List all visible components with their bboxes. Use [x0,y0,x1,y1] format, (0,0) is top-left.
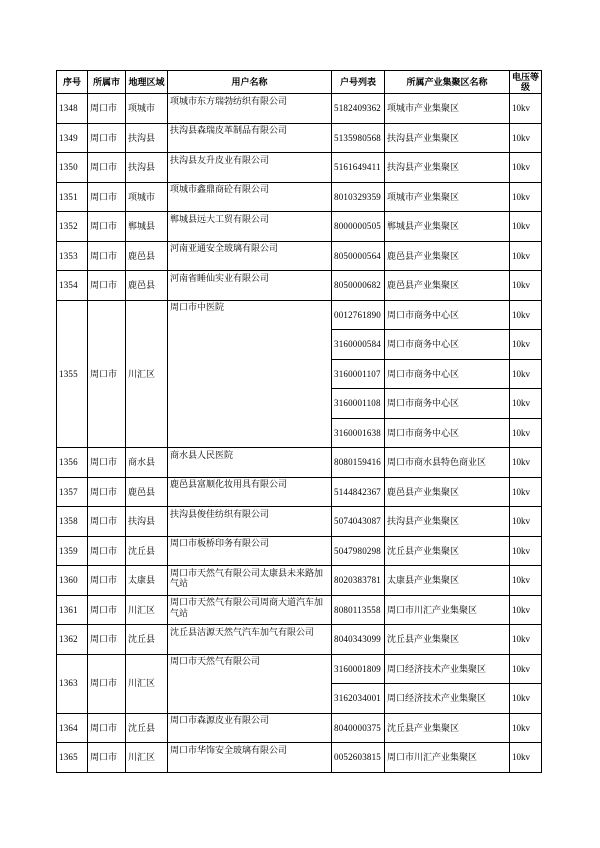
cell-cluster: 项城市产业集聚区 [385,94,510,124]
cell-seq: 1362 [57,625,88,655]
cell-account-no: 3160001809 [332,654,385,684]
cell-voltage: 10kv [510,241,542,271]
table-row [57,566,542,596]
cell-city: 周口市 [88,241,126,271]
cell-voltage: 10kv [510,477,542,507]
user-table [56,70,542,773]
cell-city: 周口市 [88,123,126,153]
cell-account-no: 3160000584 [332,330,385,360]
cell-city: 周口市 [88,743,126,773]
cell-user-name: 周口市板桥印务有限公司 [168,536,332,566]
cell-user-name: 周口市天然气有限公司周商大道汽车加气站 [168,595,332,625]
cell-user-name: 周口市中医院 [168,300,332,448]
cell-city: 周口市 [88,477,126,507]
cell-seq: 1353 [57,241,88,271]
cell-user-name: 鹿邑县富顺化妆用具有限公司 [168,477,332,507]
cell-cluster: 周口市川汇产业集聚区 [385,743,510,773]
header-row [57,71,542,94]
cell-voltage: 10kv [510,182,542,212]
cell-account-no: 5047980298 [332,536,385,566]
cell-seq: 1364 [57,713,88,743]
cell-seq: 1349 [57,123,88,153]
cell-voltage: 10kv [510,713,542,743]
cell-seq: 1365 [57,743,88,773]
cell-voltage: 10kv [510,153,542,183]
cell-cluster: 郸城县产业集聚区 [385,212,510,242]
cell-user-name: 沈丘县洁源天然气汽车加气有限公司 [168,625,332,655]
cell-city: 周口市 [88,713,126,743]
cell-user-name: 周口市森源皮业有限公司 [168,713,332,743]
cell-region: 太康县 [126,566,168,596]
cell-voltage: 10kv [510,389,542,419]
cell-city: 周口市 [88,566,126,596]
cell-city: 周口市 [88,153,126,183]
cell-cluster: 扶沟县产业集聚区 [385,507,510,537]
cell-account-no: 5161649411 [332,153,385,183]
cell-voltage: 10kv [510,595,542,625]
table-body [57,94,542,773]
cell-cluster: 沈丘县产业集聚区 [385,536,510,566]
cell-user-name: 周口市华饰安全玻璃有限公司 [168,743,332,773]
cell-seq: 1354 [57,271,88,301]
cell-voltage: 10kv [510,625,542,655]
cell-city: 周口市 [88,536,126,566]
cell-cluster: 周口经济技术产业集聚区 [385,654,510,684]
cell-user-name: 郸城县远大工贸有限公司 [168,212,332,242]
cell-account-no: 5144842367 [332,477,385,507]
table-row [57,654,542,684]
cell-account-no: 5074043087 [332,507,385,537]
cell-region: 川汇区 [126,743,168,773]
table-row [57,477,542,507]
cell-seq: 1350 [57,153,88,183]
cell-cluster: 周口市商务中心区 [385,389,510,419]
cell-cluster: 周口市商水县特色商业区 [385,448,510,478]
table-row [57,271,542,301]
cell-voltage: 10kv [510,212,542,242]
cell-voltage: 10kv [510,507,542,537]
cell-cluster: 周口市川汇产业集聚区 [385,595,510,625]
cell-region: 扶沟县 [126,153,168,183]
cell-voltage: 10kv [510,536,542,566]
header-city: 所属市 [88,71,126,94]
cell-account-no: 8050000564 [332,241,385,271]
header-user: 用户名称 [168,71,332,94]
cell-cluster: 周口市商务中心区 [385,418,510,448]
cell-account-no: 8050000682 [332,271,385,301]
table-row [57,595,542,625]
cell-region: 川汇区 [126,654,168,713]
table-row [57,123,542,153]
cell-region: 项城市 [126,182,168,212]
header-account: 户号列表 [332,71,385,94]
cell-account-no: 5182409362 [332,94,385,124]
cell-account-no: 3160001638 [332,418,385,448]
cell-cluster: 周口市商务中心区 [385,330,510,360]
cell-user-name: 扶沟县森瑞皮革制品有限公司 [168,123,332,153]
cell-seq: 1361 [57,595,88,625]
cell-user-name: 商水县人民医院 [168,448,332,478]
cell-user-name: 河南省睡仙实业有限公司 [168,271,332,301]
cell-region: 鹿邑县 [126,241,168,271]
header-seq: 序号 [57,71,88,94]
cell-account-no: 8000000505 [332,212,385,242]
cell-voltage: 10kv [510,684,542,714]
cell-voltage: 10kv [510,448,542,478]
cell-region: 扶沟县 [126,123,168,153]
cell-cluster: 沈丘县产业集聚区 [385,713,510,743]
cell-region: 郸城县 [126,212,168,242]
cell-voltage: 10kv [510,743,542,773]
table-row [57,300,542,330]
cell-region: 川汇区 [126,300,168,448]
cell-voltage: 10kv [510,271,542,301]
cell-voltage: 10kv [510,123,542,153]
cell-voltage: 10kv [510,330,542,360]
cell-cluster: 项城市产业集聚区 [385,182,510,212]
cell-user-name: 项城市鑫鼎商砼有限公司 [168,182,332,212]
cell-cluster: 扶沟县产业集聚区 [385,123,510,153]
cell-user-name: 扶沟县友升皮业有限公司 [168,153,332,183]
table-row [57,625,542,655]
cell-user-name: 周口市天然气有限公司太康县未来路加气站 [168,566,332,596]
cell-account-no: 8080113558 [332,595,385,625]
cell-region: 川汇区 [126,595,168,625]
cell-city: 周口市 [88,182,126,212]
cell-region: 鹿邑县 [126,477,168,507]
cell-voltage: 10kv [510,418,542,448]
cell-account-no: 3160001108 [332,389,385,419]
cell-city: 周口市 [88,448,126,478]
table-row [57,94,542,124]
cell-user-name: 扶沟县俊佳纺织有限公司 [168,507,332,537]
cell-seq: 1363 [57,654,88,713]
cell-account-no: 0052603815 [332,743,385,773]
cell-city: 周口市 [88,625,126,655]
cell-cluster: 鹿邑县产业集聚区 [385,241,510,271]
cell-seq: 1357 [57,477,88,507]
cell-seq: 1360 [57,566,88,596]
table-row [57,713,542,743]
cell-account-no: 3160001107 [332,359,385,389]
table-row [57,536,542,566]
table-row [57,153,542,183]
cell-seq: 1348 [57,94,88,124]
cell-voltage: 10kv [510,359,542,389]
cell-region: 沈丘县 [126,713,168,743]
cell-account-no: 8040000375 [332,713,385,743]
cell-cluster: 周口市商务中心区 [385,300,510,330]
table-row [57,182,542,212]
cell-region: 沈丘县 [126,536,168,566]
cell-account-no: 8010329359 [332,182,385,212]
table-row [57,507,542,537]
cell-seq: 1358 [57,507,88,537]
cell-voltage: 10kv [510,566,542,596]
cell-user-name: 周口市天然气有限公司 [168,654,332,713]
cell-cluster: 周口经济技术产业集聚区 [385,684,510,714]
cell-voltage: 10kv [510,94,542,124]
cell-city: 周口市 [88,271,126,301]
cell-cluster: 沈丘县产业集聚区 [385,625,510,655]
header-region: 地理区域 [126,71,168,94]
cell-city: 周口市 [88,507,126,537]
cell-seq: 1356 [57,448,88,478]
cell-region: 鹿邑县 [126,271,168,301]
cell-seq: 1351 [57,182,88,212]
cell-account-no: 5135980568 [332,123,385,153]
cell-city: 周口市 [88,212,126,242]
cell-account-no: 0012761890 [332,300,385,330]
table-row [57,212,542,242]
cell-cluster: 鹿邑县产业集聚区 [385,477,510,507]
cell-cluster: 周口市商务中心区 [385,359,510,389]
cell-region: 沈丘县 [126,625,168,655]
cell-cluster: 太康县产业集聚区 [385,566,510,596]
cell-cluster: 鹿邑县产业集聚区 [385,271,510,301]
cell-seq: 1355 [57,300,88,448]
header-voltage: 电压等级 [510,71,542,94]
cell-account-no: 3162034001 [332,684,385,714]
cell-city: 周口市 [88,94,126,124]
header-cluster: 所属产业集聚区名称 [385,71,510,94]
cell-region: 商水县 [126,448,168,478]
cell-seq: 1352 [57,212,88,242]
cell-user-name: 项城市东方瑞勃纺织有限公司 [168,94,332,124]
cell-user-name: 河南亚通安全玻璃有限公司 [168,241,332,271]
cell-city: 周口市 [88,595,126,625]
cell-cluster: 扶沟县产业集聚区 [385,153,510,183]
cell-voltage: 10kv [510,654,542,684]
cell-account-no: 8040343099 [332,625,385,655]
cell-seq: 1359 [57,536,88,566]
cell-region: 项城市 [126,94,168,124]
cell-account-no: 8020383781 [332,566,385,596]
table-row [57,448,542,478]
table-row [57,241,542,271]
cell-account-no: 8080159416 [332,448,385,478]
cell-city: 周口市 [88,654,126,713]
cell-region: 扶沟县 [126,507,168,537]
cell-voltage: 10kv [510,300,542,330]
table-row [57,743,542,773]
cell-city: 周口市 [88,300,126,448]
